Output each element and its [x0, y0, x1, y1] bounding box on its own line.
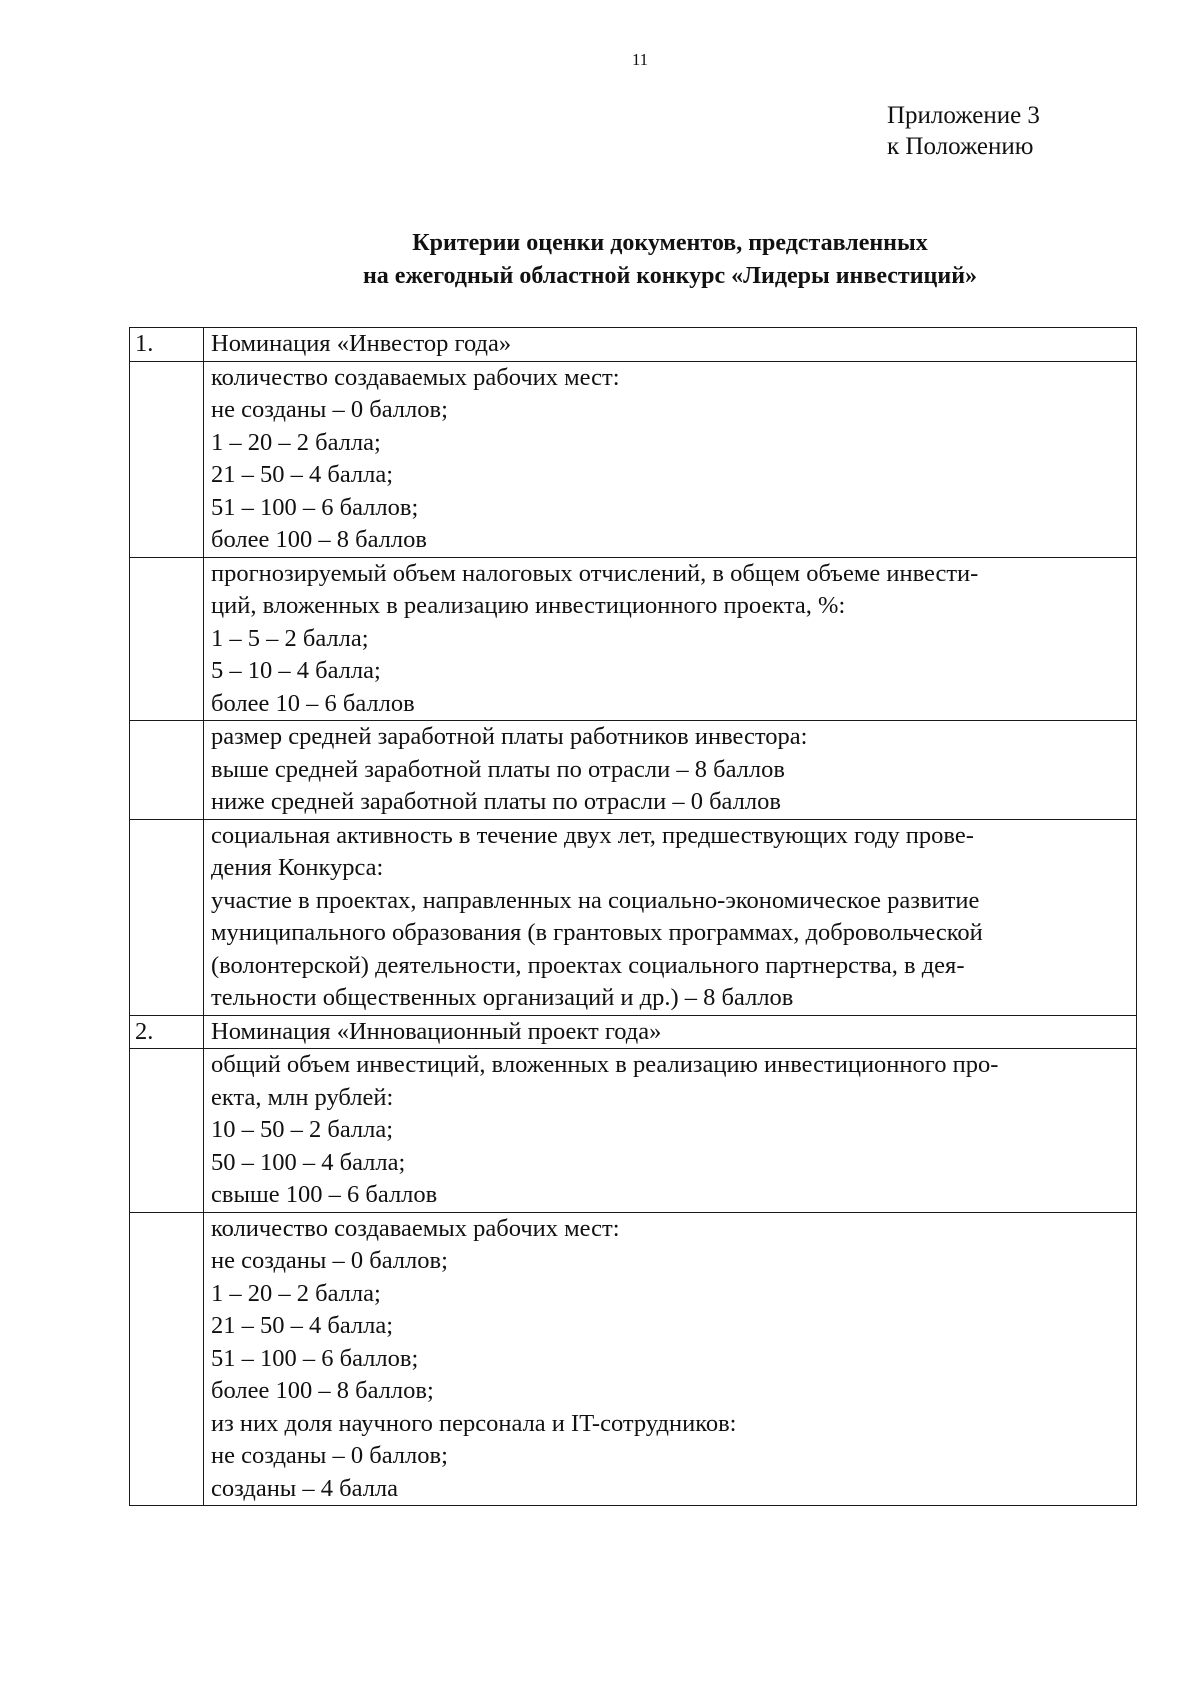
- table-row: [130, 557, 1137, 721]
- criteria-text-line: свыше 100 – 6 баллов: [211, 1181, 438, 1208]
- title-line-1: Критерии оценки документов, представленных: [412, 230, 928, 256]
- criteria-text-cell: [204, 1212, 1137, 1506]
- criteria-text-cell: [204, 1015, 1137, 1049]
- appendix-line-2: к Положению: [887, 133, 1034, 160]
- criteria-text-line: екта, млн рублей:: [211, 1083, 394, 1111]
- criteria-text-line: (волонтерской) деятельности, проектах социального партнерства, в дея-: [211, 951, 965, 979]
- criteria-text-line: выше средней заработной платы по отрасли – 8 баллов: [211, 755, 785, 783]
- criteria-text-cell: [204, 328, 1137, 362]
- page-number: 11: [631, 50, 649, 69]
- criteria-text-cell: [204, 721, 1137, 820]
- criteria-text-cell: [204, 557, 1137, 721]
- criteria-text-line: 10 – 50 – 2 балла;: [211, 1116, 394, 1143]
- appendix-label: [887, 100, 1107, 162]
- document-title: [140, 227, 1200, 293]
- row-number-cell: [130, 819, 204, 1015]
- criteria-text-line: 1 – 20 – 2 балла;: [211, 1279, 381, 1307]
- table-row: [130, 1015, 1137, 1049]
- criteria-text-line: 51 – 100 – 6 баллов;: [211, 1344, 419, 1372]
- row-number-cell: [130, 1212, 204, 1506]
- criteria-text-line: прогнозируемый объем налоговых отчислений, в общем объеме инвести-: [211, 559, 979, 587]
- row-number-cell: [130, 721, 204, 820]
- criteria-text-line: социальная активность в течение двух лет, предшествующих году прове-: [211, 821, 974, 849]
- criteria-table-body: [130, 328, 1137, 1506]
- criteria-text-line: участие в проектах, направленных на социально-экономическое развитие: [211, 886, 980, 914]
- criteria-text-line: тельности общественных организаций и др.) – 8 баллов: [211, 984, 794, 1011]
- criteria-text-line: более 100 – 8 баллов;: [211, 1377, 434, 1404]
- criteria-text-cell: [204, 361, 1137, 557]
- row-number-cell: [130, 557, 204, 721]
- criteria-text-line: количество создаваемых рабочих мест:: [211, 363, 620, 391]
- criteria-text-line: не созданы – 0 баллов;: [211, 1442, 448, 1469]
- table-row: [130, 721, 1137, 820]
- table-row: [130, 361, 1137, 557]
- criteria-text-line: 51 – 100 – 6 баллов;: [211, 493, 419, 521]
- criteria-text-line: 21 – 50 – 4 балла;: [211, 1312, 394, 1339]
- criteria-text-line: 1 – 20 – 2 балла;: [211, 428, 381, 456]
- criteria-text-line: 50 – 100 – 4 балла;: [211, 1148, 406, 1176]
- criteria-text-line: дения Конкурса:: [211, 854, 384, 881]
- criteria-text-line: муниципального образования (в грантовых программах, добровольческой: [211, 919, 983, 946]
- row-number-cell: [130, 1049, 204, 1213]
- criteria-text-line: ций, вложенных в реализацию инвестиционного проекта, %:: [211, 592, 846, 619]
- row-number-cell: 1.: [130, 328, 204, 362]
- row-number-cell: 2.: [130, 1015, 204, 1049]
- criteria-text-line: общий объем инвестиций, вложенных в реализацию инвестиционного про-: [211, 1051, 999, 1078]
- table-row: [130, 1212, 1137, 1506]
- criteria-text-line: 21 – 50 – 4 балла;: [211, 461, 394, 488]
- title-line-2: на ежегодный областной конкурс «Лидеры инвестиций»: [362, 263, 978, 289]
- appendix-line-1: Приложение 3: [887, 102, 1040, 129]
- table-row: [130, 328, 1137, 362]
- criteria-text-line: размер средней заработной платы работников инвестора:: [211, 723, 808, 750]
- table-row: [130, 819, 1137, 1015]
- criteria-table: [129, 327, 1137, 1506]
- table-row: [130, 1049, 1137, 1213]
- criteria-text-line: из них доля научного персонала и IT-сотрудников:: [211, 1409, 737, 1437]
- criteria-text-line: количество создаваемых рабочих мест:: [211, 1214, 620, 1242]
- criteria-text-line: Номинация «Инновационный проект года»: [211, 1017, 662, 1045]
- criteria-text-line: 5 – 10 – 4 балла;: [211, 657, 381, 684]
- row-number-cell: [130, 361, 204, 557]
- criteria-text-line: не созданы – 0 баллов;: [211, 396, 448, 423]
- criteria-text-cell: [204, 819, 1137, 1015]
- criteria-text-line: ниже средней заработной платы по отрасли – 0 баллов: [211, 788, 781, 815]
- criteria-text-cell: [204, 1049, 1137, 1213]
- criteria-text-line: более 100 – 8 баллов: [211, 526, 427, 553]
- criteria-text-line: не созданы – 0 баллов;: [211, 1247, 448, 1274]
- criteria-text-line: более 10 – 6 баллов: [211, 689, 415, 717]
- criteria-text-line: Номинация «Инвестор года»: [211, 330, 512, 357]
- criteria-text-line: созданы – 4 балла: [211, 1474, 399, 1502]
- criteria-text-line: 1 – 5 – 2 балла;: [211, 624, 369, 652]
